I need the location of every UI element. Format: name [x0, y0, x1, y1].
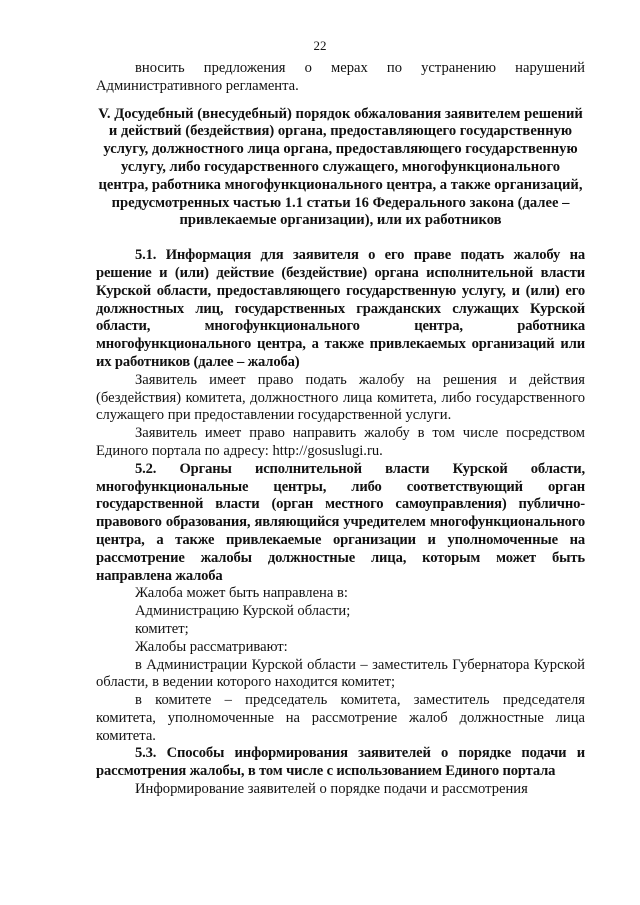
paragraph-5-1-portal: Заявитель имеет право направить жалобу в том числе посредством Единого портала по адресу: http://gosuslugi.ru.	[96, 425, 585, 459]
paragraph-5-2-line: Жалоба может быть направлена в:	[135, 585, 348, 602]
paragraph-5-3-text: Информирование заявителей о порядке подачи и рассмотрения	[135, 781, 528, 798]
paragraph-5-2-line: Жалобы рассматривают:	[135, 638, 288, 655]
document-body	[96, 60, 585, 799]
intro-paragraph: вносить предложения о мерах по устранению нарушений Административного регламента.	[96, 60, 585, 94]
paragraph-5-2-line: комитет;	[135, 620, 189, 637]
paragraph-5-1-heading: 5.1. Информация для заявителя о его праве подать жалобу на решение и (или) действие (бездействие) органа исполнительной власти Курской области, предоставляющего государственную услугу, и (или) его должностных лиц, государственных гражданских служащих Курской области, многофункционального центра, работника многофункционального центра, а также привлекаемых организаций или их работников (далее – жалоба)	[96, 247, 585, 370]
spacer	[96, 236, 585, 247]
paragraph-5-2-heading: 5.2. Органы исполнительной власти Курской области, многофункциональные центры, либо соответствующий орган государственной власти (орган местного самоуправления) публично-правового образования, являющийся учредителем многофункционального центра, а также привлекаемые организации и уполномоченные на рассмотрение жалобы должностные лица, которым может быть направлена жалоба	[96, 460, 585, 584]
section-v-heading: V. Досудебный (внесудебный) порядок обжалования заявителем решений и действий (бездействия) органа, предоставляющего государственную услугу, должностного лица органа, предоставляющего государственную услугу, либо государственного служащего, многофункционального центра, работника многофункционального центра, а также организаций, предусмотренных частью 1.1 статьи 16 Федерального закона (далее – привлекаемые организации), или их работников	[98, 105, 583, 229]
paragraph-5-1-text: Заявитель имеет право подать жалобу на решения и действия (бездействия) комитета, должностного лица комитета, либо государственного служащего при предоставлении государственной услуги.	[96, 371, 585, 424]
paragraph-5-2-line: Администрацию Курской области;	[135, 603, 351, 620]
paragraph-5-2-committee: в комитете – председатель комитета, заместитель председателя комитета, уполномоченные на рассмотрение жалоб должностные лица комитета.	[96, 692, 585, 744]
paragraph-5-2-administration: в Администрации Курской области – заместитель Губернатора Курской области, в ведении которого находится комитет;	[96, 656, 585, 691]
page-number: 22	[313, 38, 327, 53]
paragraph-5-3-heading: 5.3. Способы информирования заявителей о порядке подачи и рассмотрения жалобы, в том числе с использованием Единого портала	[96, 745, 585, 780]
